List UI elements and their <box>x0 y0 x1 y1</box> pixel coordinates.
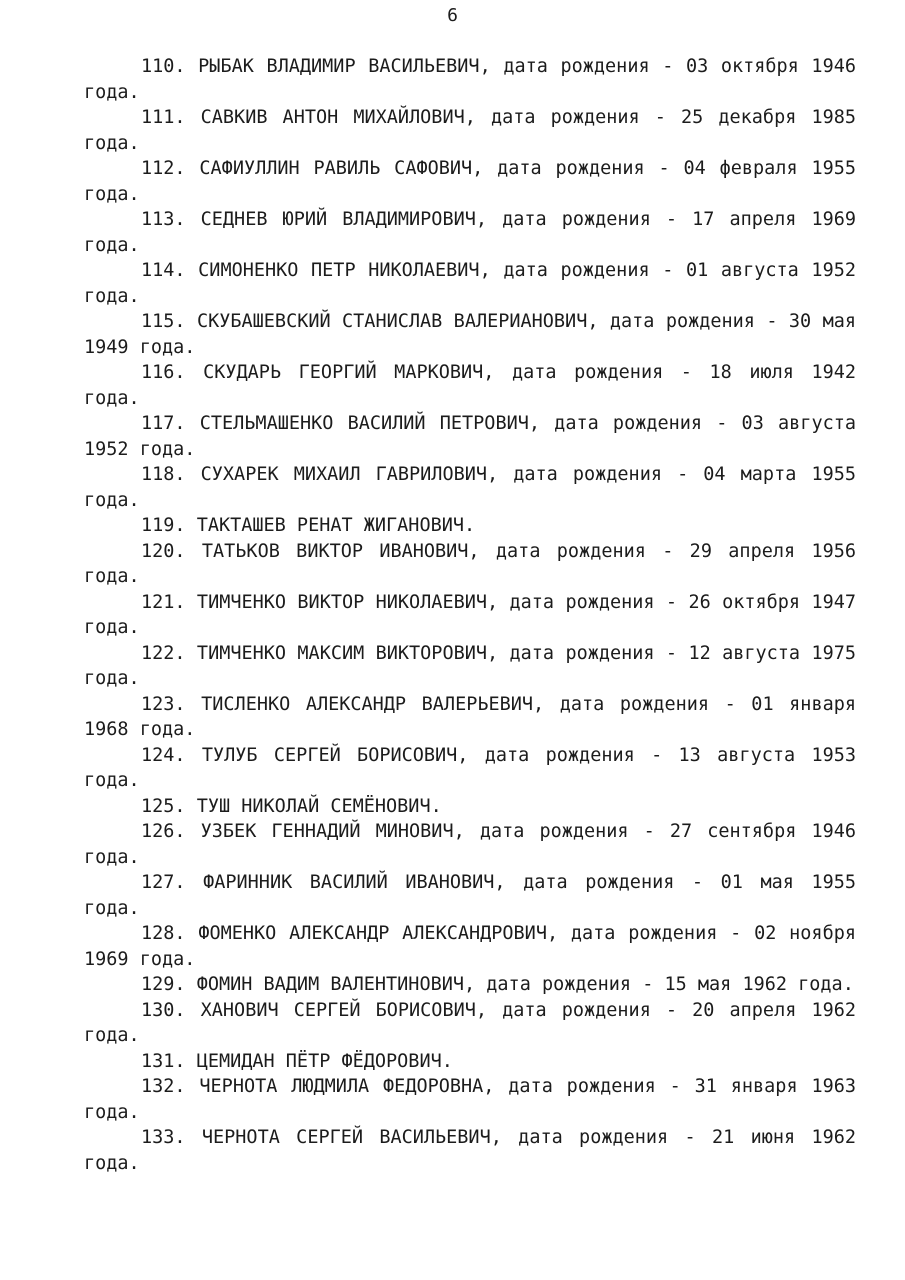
list-item: 121. ТИМЧЕНКО ВИКТОР НИКОЛАЕВИЧ, дата рождения - 26 октября 1947 года. <box>84 591 856 638</box>
list-item: 119. ТАКТАШЕВ РЕНАТ ЖИГАНОВИЧ. <box>141 515 476 536</box>
list-item: 114. СИМОНЕНКО ПЕТР НИКОЛАЕВИЧ, дата рождения - 01 августа 1952 года. <box>84 260 856 307</box>
list-item: 128. ФОМЕНКО АЛЕКСАНДР АЛЕКСАНДРОВИЧ, дата рождения - 02 ноября 1969 года. <box>84 923 856 970</box>
list-item: 132. ЧЕРНОТА ЛЮДМИЛА ФЕДОРОВНА, дата рождения - 31 января 1963 года. <box>84 1076 856 1123</box>
list-item: 116. СКУДАРЬ ГЕОРГИЙ МАРКОВИЧ, дата рождения - 18 июля 1942 года. <box>84 362 856 409</box>
list-item: 127. ФАРИННИК ВАСИЛИЙ ИВАНОВИЧ, дата рождения - 01 мая 1955 года. <box>84 872 856 919</box>
list-item: 110. РЫБАК ВЛАДИМИР ВАСИЛЬЕВИЧ, дата рождения - 03 октября 1946 года. <box>84 56 856 103</box>
list-item: 111. САВКИВ АНТОН МИХАЙЛОВИЧ, дата рождения - 25 декабря 1985 года. <box>84 107 856 154</box>
list-item: 115. СКУБАШЕВСКИЙ СТАНИСЛАВ ВАЛЕРИАНОВИЧ, дата рождения - 30 мая 1949 года. <box>84 311 856 358</box>
list-item: 113. СЕДНЕВ ЮРИЙ ВЛАДИМИРОВИЧ, дата рождения - 17 апреля 1969 года. <box>84 209 856 256</box>
list-item: 112. САФИУЛЛИН РАВИЛЬ САФОВИЧ, дата рождения - 04 февраля 1955 года. <box>84 158 856 205</box>
entries-list <box>84 54 856 1176</box>
list-item: 130. ХАНОВИЧ СЕРГЕЙ БОРИСОВИЧ, дата рождения - 20 апреля 1962 года. <box>84 999 856 1046</box>
list-item: 124. ТУЛУБ СЕРГЕЙ БОРИСОВИЧ, дата рождения - 13 августа 1953 года. <box>84 744 856 791</box>
list-item: 117. СТЕЛЬМАШЕНКО ВАСИЛИЙ ПЕТРОВИЧ, дата рождения - 03 августа 1952 года. <box>84 413 856 460</box>
list-item: 123. ТИСЛЕНКО АЛЕКСАНДР ВАЛЕРЬЕВИЧ, дата рождения - 01 января 1968 года. <box>84 693 856 740</box>
list-item: 125. ТУШ НИКОЛАЙ СЕМЁНОВИЧ. <box>141 795 442 817</box>
list-item: 126. УЗБЕК ГЕННАДИЙ МИНОВИЧ, дата рождения - 27 сентября 1946 года. <box>84 821 856 868</box>
page-number: 6 <box>447 5 458 26</box>
list-item: 133. ЧЕРНОТА СЕРГЕЙ ВАСИЛЬЕВИЧ, дата рождения - 21 июня 1962 года. <box>84 1127 856 1174</box>
list-item: 131. ЦЕМИДАН ПЁТР ФЁДОРОВИЧ. <box>141 1050 453 1072</box>
list-item: 118. СУХАРЕК МИХАИЛ ГАВРИЛОВИЧ, дата рождения - 04 марта 1955 года. <box>84 464 856 511</box>
list-item: 120. ТАТЬКОВ ВИКТОР ИВАНОВИЧ, дата рождения - 29 апреля 1956 года. <box>84 540 856 587</box>
list-item: 129. ФОМИН ВАДИМ ВАЛЕНТИНОВИЧ, дата рождения - 15 мая 1962 года. <box>141 974 854 995</box>
list-item: 122. ТИМЧЕНКО МАКСИМ ВИКТОРОВИЧ, дата рождения - 12 августа 1975 года. <box>84 642 856 689</box>
